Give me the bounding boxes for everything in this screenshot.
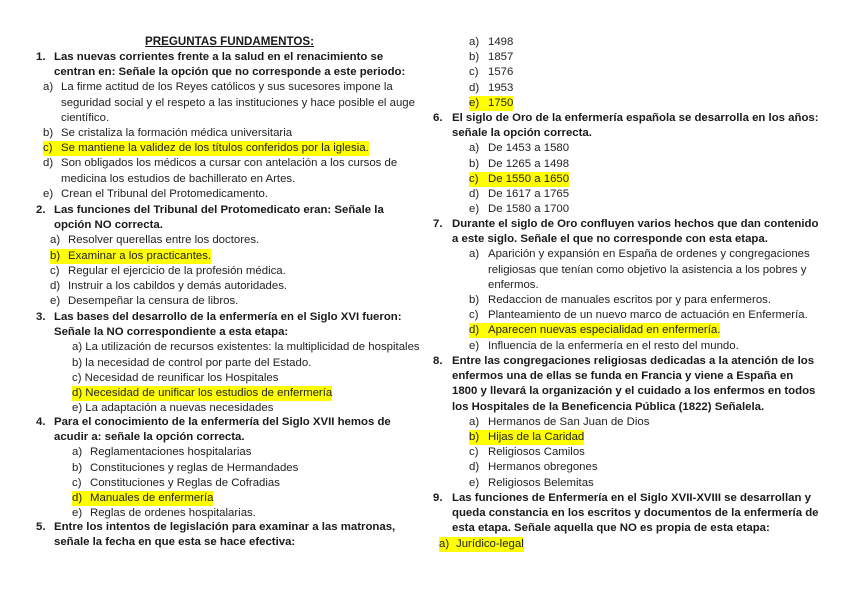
answer-option: e) La adaptación a nuevas necesidades [72,402,274,415]
option-letter: b) [469,51,480,64]
option-text: De 1550 a 1650 [488,172,570,185]
option-text: Son obligados los médicos a cursar con antelación a los cursos de [61,157,398,170]
question-number: 6. [433,112,443,124]
option-text: Religiosos Belemitas [488,476,594,489]
option-text: medicina los estudios de bachillerato en Artes. [61,172,296,185]
question-text: Señale la NO correspondiente a esta etapa: [54,326,289,339]
option-text: religiosas que tenían como objetivo la asistencia a los pobres y [488,263,807,276]
option-letter: c) [469,66,479,79]
option-text: Resolver querellas entre los doctores. [68,234,260,247]
option-text: enfermos. [488,278,539,291]
answer-option-highlighted [469,96,513,111]
option-text: Constituciones y Reglas de Cofradias [90,476,280,489]
question-text: señale la fecha en que esta se hace efectiva: [54,536,296,549]
option-letter: c) [469,309,479,322]
option-text: Manuales de enfermería [90,492,214,504]
question-text: a este siglo. Señale el que no corresponde con esta etapa. [452,233,768,246]
option-text: Reglas de ordenes hospitalarias. [90,507,256,520]
question-number: 9. [433,492,443,504]
option-text: Hermanos obregones [488,461,598,474]
question-text: acudir a: señale la opción correcta. [54,431,245,444]
question-text: Durante el siglo de Oro confluyen varios hechos que dan contenido [452,218,819,230]
option-text: 1498 [488,36,514,48]
answer-option-highlighted [469,172,569,187]
option-letter: e) [72,507,83,520]
option-text: Desempeñar la censura de libros. [68,295,239,308]
answer-option-highlighted [469,430,584,445]
option-text: Religiosos Camilos [488,446,585,459]
option-letter: c) [469,446,479,459]
option-text: Aparecen nuevas especialidad en enfermería. [488,324,721,337]
option-letter: b) [469,431,480,443]
answer-option-highlighted [43,141,369,156]
option-text: Influencia de la enfermería en el resto del mundo. [488,339,739,352]
option-text: Redaccion de manuales escritos por y para enfermeros. [488,294,772,306]
option-text: De 1453 a 1580 [488,142,570,155]
option-text: Constituciones y reglas de Hermandades [90,461,299,474]
option-letter: c) [43,142,53,155]
option-text: Se cristaliza la formación médica universitaria [61,127,293,139]
option-letter: a) [439,537,450,550]
option-letter: b) [469,157,480,170]
answer-option: d) Necesidad de unificar los estudios de enfermería [72,387,333,399]
option-letter: b) [72,461,83,474]
option-text: Reglamentaciones hospitalarias [90,446,252,459]
question-number: 4. [36,416,46,428]
option-letter: e) [43,187,54,200]
option-text: Crean el Tribunal del Protomedicamento. [61,187,269,200]
option-letter: d) [469,461,480,474]
option-letter: a) [469,248,480,261]
option-letter: b) [469,294,480,306]
question-text: Las funciones de Enfermería en el Siglo XVII-XVIII se desarrollan y [452,492,811,504]
option-text: Regular el ejercicio de la profesión médica. [68,264,286,277]
question-text: El siglo de Oro de la enfermería española se desarrolla en los años: [452,112,819,124]
page-title: PREGUNTAS FUNDAMENTOS: [145,35,314,48]
option-text: 1857 [488,51,514,64]
question-text: enfermos una de ellas se funda en Francia y viene a España en [452,370,794,383]
option-text: Instruir a los cabildos y demás autoridades. [68,280,288,292]
question-text: Las bases del desarrollo de la enfermería en el Siglo XVI fueron: [54,311,402,323]
answer-option-highlighted [50,249,211,264]
option-text: Jurídico-legal [456,537,524,550]
option-text: La firme actitud de los Reyes católicos y sus sucesores impone la [61,81,393,94]
option-letter: a) [469,36,480,48]
option-text: Se mantiene la validez de los títulos conferidos por la iglesia. [61,142,369,155]
option-text: Hijas de la Caridad [488,431,585,443]
question-text: 1800 y llevará la organización y el cuidado a los enfermos en todos [452,385,816,398]
question-text: Para el conocimiento de la enfermería del Siglo XVII hemos de [54,416,391,428]
option-text: De 1617 a 1765 [488,188,570,200]
option-letter: a) [469,142,480,155]
answer-option-highlighted [469,323,720,338]
option-letter: d) [50,280,61,292]
option-letter: a) [50,234,61,247]
option-text: Hermanos de San Juan de Dios [488,415,650,428]
option-letter: d) [469,81,480,94]
option-text: Aparición y expansión en España de ordenes y congregaciones [488,248,810,261]
option-letter: c) [72,476,82,489]
option-text: 1750 [488,96,514,109]
question-number: 1. [36,51,46,63]
option-letter: e) [50,295,61,308]
option-letter: d) [469,188,480,200]
answer-option-highlighted [439,537,524,552]
question-text: Entre los intentos de legislación para examinar a las matronas, [54,521,396,533]
question-text: Las funciones del Tribunal del Protomedicato eran: Señale la [54,204,384,216]
option-text: Examinar a los practicantes. [68,249,212,262]
option-letter: a) [43,81,54,94]
option-letter: e) [469,476,480,489]
answer-option: a) La utilización de recursos existentes: la multiplicidad de hospitales [72,341,420,354]
question-number: 2. [36,204,46,216]
option-letter: d) [469,324,480,337]
question-text: señale la opción correcta. [452,127,592,140]
question-text: opción NO correcta. [54,219,163,232]
question-text: Entre las congregaciones religiosas dedicadas a la atención de los [452,355,815,367]
question-number: 3. [36,311,46,323]
question-number: 8. [433,355,443,367]
option-letter: e) [469,96,480,109]
option-text: 1576 [488,66,514,79]
option-text: Planteamiento de un nuevo marco de actuación en Enfermería. [488,309,808,322]
option-text: De 1265 a 1498 [488,157,570,170]
question-text: queda constancia en los escritos y documentos de la enfermería de [452,507,819,520]
answer-option-highlighted [72,491,213,506]
question-text: Las nuevas corrientes frente a la salud en el renacimiento se [54,51,384,63]
option-text: De 1580 a 1700 [488,203,570,216]
option-letter: e) [469,203,480,216]
option-letter: a) [72,446,83,459]
question-text: esta etapa. Señale aquella que NO es propia de esta etapa: [452,522,770,535]
option-text: seguridad social y el respeto a las instituciones y hace posible el auge [61,96,415,109]
option-letter: c) [50,264,60,277]
question-number: 5. [36,521,46,533]
option-letter: a) [469,415,480,428]
option-letter: b) [50,249,61,262]
question-text: centran en: Señale la opción que no corresponde a este periodo: [54,66,406,79]
answer-option: b) la necesidad de control por parte del Estado. [72,356,312,369]
option-letter: e) [469,339,480,352]
option-letter: d) [72,492,83,504]
option-text: 1953 [488,81,514,94]
option-letter: b) [43,127,54,139]
option-letter: d) [43,157,54,170]
answer-option: c) Necesidad de reunificar los Hospitales [72,371,279,384]
question-text: los Hospitales de la Beneficencia Pública (1822) Señalela. [452,400,765,413]
option-text: científico. [61,111,110,124]
option-letter: c) [469,172,479,185]
question-number: 7. [433,218,443,230]
